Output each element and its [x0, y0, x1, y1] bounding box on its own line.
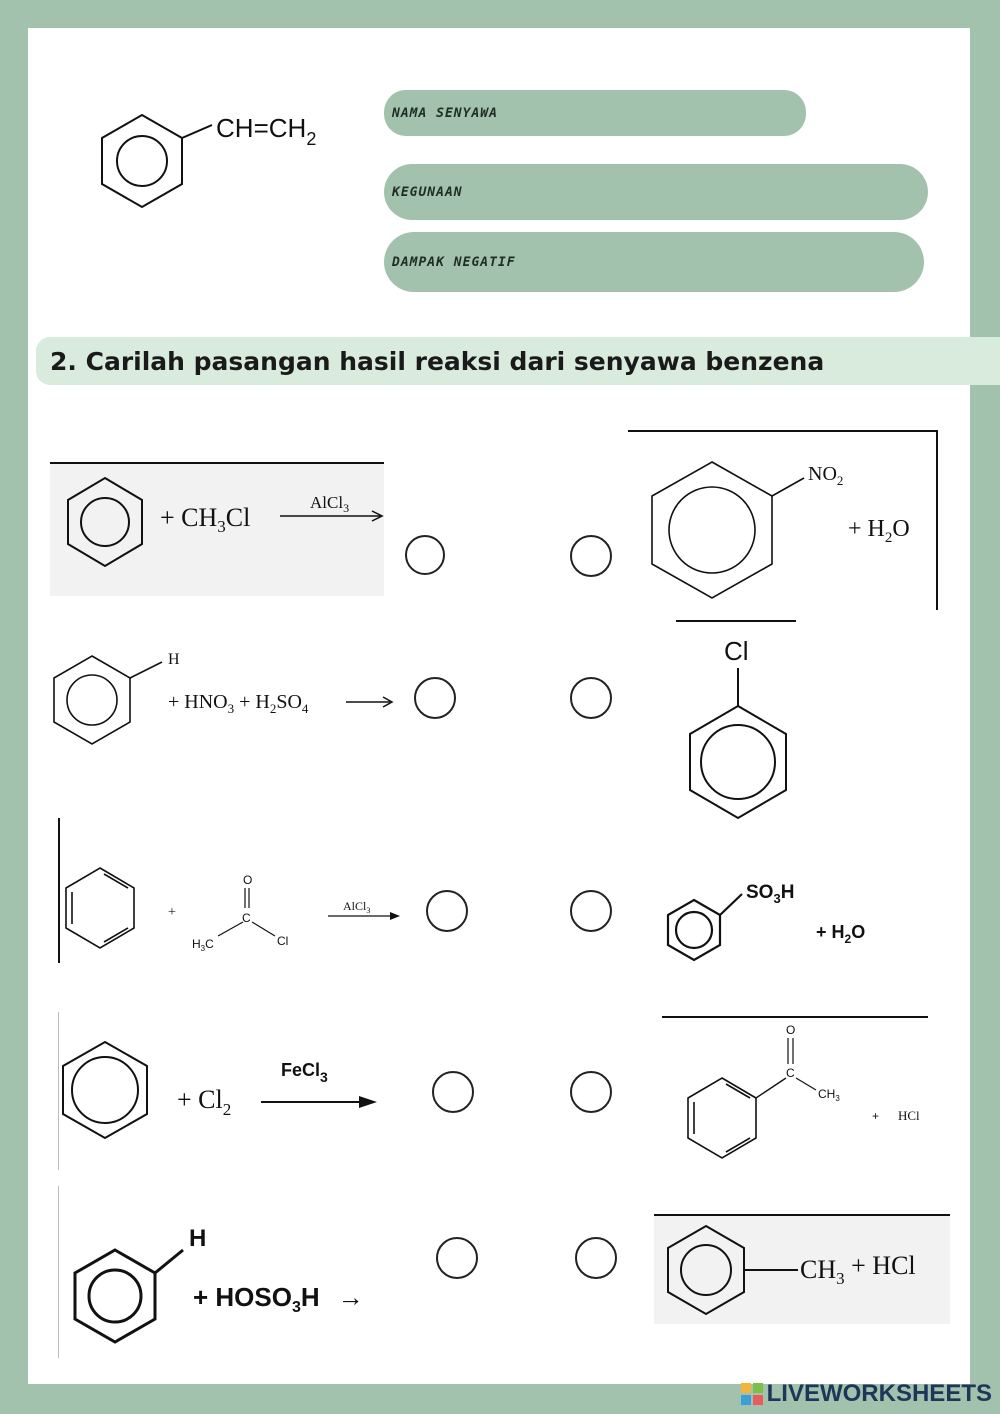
question-2-title: 2. Carilah pasangan hasil reaksi dari senyawa benzena	[50, 346, 825, 376]
svg-text:H3C: $H_3C$	[192, 937, 214, 953]
answer-circle-right-5[interactable]	[575, 1237, 617, 1279]
liveworksheets-logo-icon	[741, 1383, 763, 1405]
reactant-3-svg	[60, 818, 410, 963]
svg-text:+ HNO3 + H2SO4: + $HNO_3 + H_2SO_4$	[168, 691, 309, 716]
section-header	[36, 337, 1000, 385]
svg-text:O: O	[243, 873, 253, 887]
dampak-negatif-label: DAMPAK NEGATIF	[392, 254, 516, 270]
reactant-1-svg	[50, 464, 384, 596]
svg-text:CH3 + HCl: $CH_3$ + HCl	[800, 1251, 916, 1288]
answer-circle-right-2[interactable]	[570, 677, 612, 719]
product-5-image	[654, 1214, 950, 1324]
svg-text:C: C	[786, 1066, 795, 1080]
reactant-2-svg	[50, 648, 400, 758]
svg-text:FeCl3: FeCl$_3$	[281, 1060, 328, 1085]
reactant-4-image	[58, 1012, 399, 1170]
nama-senyawa-field[interactable]	[384, 90, 806, 136]
product-2-svg	[676, 622, 796, 827]
svg-text:C: C	[242, 911, 251, 925]
product-3-image	[660, 872, 900, 972]
svg-text:+: +	[872, 1109, 880, 1123]
product-1-svg	[628, 432, 936, 610]
svg-text:HCl: HCl	[898, 1108, 920, 1123]
dampak-negatif-field[interactable]	[384, 232, 924, 292]
answer-circle-left-4[interactable]	[432, 1071, 474, 1113]
reactant-5-image	[58, 1186, 409, 1358]
answer-circle-right-1[interactable]	[570, 535, 612, 577]
svg-text:O: O	[786, 1023, 796, 1037]
kegunaan-field[interactable]	[384, 164, 928, 220]
svg-text:AlCl3: AlCl$_3$	[343, 899, 371, 915]
svg-text:+ CH3Cl: + $CH_3Cl$	[160, 503, 251, 536]
product-4-svg	[662, 1018, 928, 1170]
svg-text:+ H2O: + $H_2O$	[816, 922, 866, 946]
liveworksheets-logo	[741, 1380, 992, 1408]
svg-text:SO3H: $SO_3H$	[746, 882, 795, 906]
kegunaan-label: KEGUNAAN	[392, 184, 463, 200]
answer-circle-left-3[interactable]	[426, 890, 468, 932]
liveworksheets-logo-text: LIVEWORKSHEETS	[766, 1380, 992, 1407]
svg-text:+: +	[168, 905, 176, 920]
styrene-structure	[90, 95, 370, 235]
answer-circle-left-2[interactable]	[414, 677, 456, 719]
svg-text:Cl: Cl	[277, 934, 289, 948]
svg-text:CH3: $CH_3$	[818, 1087, 840, 1103]
reactant-2-image	[50, 648, 400, 758]
reactant-1-image	[50, 462, 384, 596]
svg-text:NO2: $NO_2$	[808, 463, 844, 488]
product-3-svg	[660, 872, 900, 972]
svg-text:H: H	[189, 1225, 207, 1252]
svg-text:+ Cl2: + $Cl_2$	[177, 1085, 232, 1119]
answer-circle-left-5[interactable]	[436, 1237, 478, 1279]
product-2-image	[676, 620, 796, 827]
product-5-svg	[654, 1216, 950, 1324]
svg-text:AlCl3: AlCl$_3$	[310, 493, 350, 515]
answer-circle-right-3[interactable]	[570, 890, 612, 932]
svg-text:+ H2O: + $H_2O$	[848, 516, 910, 546]
product-1-image	[628, 430, 938, 610]
svg-text:CH=CH2: $CH=CH_2$	[216, 113, 317, 149]
reactant-5-svg	[59, 1186, 409, 1358]
reactant-4-svg	[59, 1012, 399, 1170]
answer-circle-left-1[interactable]	[405, 535, 445, 575]
svg-text:Cl: Cl	[724, 636, 749, 666]
svg-text:+ HOSO3H→: + $HOSO_3H$ →	[193, 1282, 364, 1316]
answer-circle-right-4[interactable]	[570, 1071, 612, 1113]
styrene-svg	[90, 95, 370, 235]
product-4-image	[662, 1016, 928, 1170]
reactant-3-image	[58, 818, 410, 963]
nama-senyawa-label: NAMA SENYAWA	[392, 105, 498, 121]
svg-text:H: H	[168, 651, 180, 668]
